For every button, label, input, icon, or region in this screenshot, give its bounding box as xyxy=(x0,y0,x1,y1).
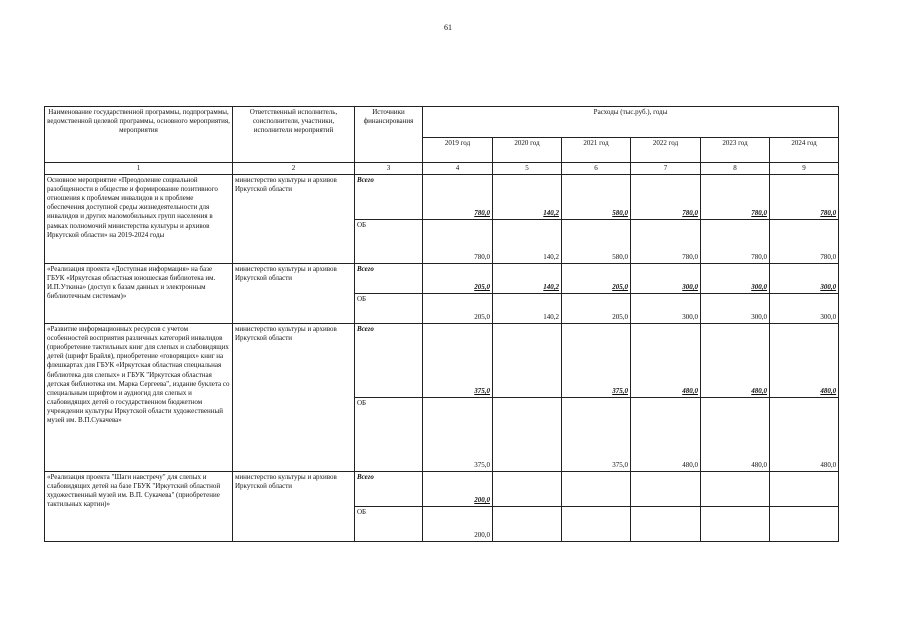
ob-value: 480,0 xyxy=(770,398,839,472)
ob-value: 780,0 xyxy=(423,220,493,264)
total-value: 480,0 xyxy=(631,324,701,398)
column-number: 5 xyxy=(493,163,562,175)
total-value: 480,0 xyxy=(770,324,839,398)
responsible: министерство культуры и архивов Иркутской области xyxy=(233,324,355,472)
ob-value: 300,0 xyxy=(631,294,701,324)
source-ob: ОБ xyxy=(355,398,423,472)
header-name: Наименование государственной программы, подпрограммы, ведомственной целевой программы, основного мероприятия, мероприятия xyxy=(45,107,233,163)
ob-value: 375,0 xyxy=(423,398,493,472)
total-value xyxy=(701,472,770,507)
activity-name: «Реализация проекта "Шаги навстречу" для слепых и слабовидящих детей на базе ГБУК "Иркутский областной художественный музей им. В.П. Сукачева" (приобретение тактильных картин)» xyxy=(45,472,233,542)
header-responsible: Ответственный исполнитель, соисполнители, участники, исполнители мероприятий xyxy=(233,107,355,163)
header-year: 2024 год xyxy=(770,138,839,163)
ob-value: 375,0 xyxy=(562,398,631,472)
source-ob: ОБ xyxy=(355,294,423,324)
source-total: Всего xyxy=(355,264,423,294)
column-number: 1 xyxy=(45,163,233,175)
header-source: Источники финансирования xyxy=(355,107,423,163)
column-number: 6 xyxy=(562,163,631,175)
page-number: 61 xyxy=(444,23,452,32)
ob-value xyxy=(493,507,562,542)
total-value: 140,2 xyxy=(493,264,562,294)
source-ob: ОБ xyxy=(355,220,423,264)
ob-value xyxy=(631,507,701,542)
total-value: 580,0 xyxy=(562,175,631,220)
ob-value: 780,0 xyxy=(770,220,839,264)
ob-value: 300,0 xyxy=(770,294,839,324)
source-total: Всего xyxy=(355,324,423,398)
total-value: 300,0 xyxy=(631,264,701,294)
total-value xyxy=(493,472,562,507)
activity-name: «Реализация проекта «Доступная информация» на базе ГБУК «Иркутская областная юношеская библиотека им. И.П.Уткина» (доступ к базам данных и электронным библиотечным системам)» xyxy=(45,264,233,324)
total-value: 375,0 xyxy=(423,324,493,398)
header-year: 2020 год xyxy=(493,138,562,163)
source-total: Всего xyxy=(355,472,423,507)
ob-value xyxy=(493,398,562,472)
ob-value: 140,2 xyxy=(493,220,562,264)
ob-value: 205,0 xyxy=(423,294,493,324)
ob-value: 300,0 xyxy=(701,294,770,324)
column-number: 8 xyxy=(701,163,770,175)
header-year: 2021 год xyxy=(562,138,631,163)
total-value: 780,0 xyxy=(770,175,839,220)
ob-value xyxy=(770,507,839,542)
total-value: 780,0 xyxy=(701,175,770,220)
budget-table xyxy=(44,106,839,542)
total-value: 140,2 xyxy=(493,175,562,220)
column-number: 2 xyxy=(233,163,355,175)
ob-value xyxy=(701,507,770,542)
ob-value: 200,0 xyxy=(423,507,493,542)
responsible: министерство культуры и архивов Иркутской области xyxy=(233,175,355,264)
ob-value: 480,0 xyxy=(631,398,701,472)
ob-value: 780,0 xyxy=(631,220,701,264)
ob-value: 480,0 xyxy=(701,398,770,472)
table-row xyxy=(45,175,839,220)
total-value: 480,0 xyxy=(701,324,770,398)
header-year: 2019 год xyxy=(423,138,493,163)
total-value: 780,0 xyxy=(631,175,701,220)
ob-value: 140,2 xyxy=(493,294,562,324)
ob-value: 580,0 xyxy=(562,220,631,264)
ob-value: 780,0 xyxy=(701,220,770,264)
total-value: 300,0 xyxy=(770,264,839,294)
total-value: 780,0 xyxy=(423,175,493,220)
total-value xyxy=(493,324,562,398)
responsible: министерство культуры и архивов Иркутской области xyxy=(233,264,355,324)
header-year: 2023 год xyxy=(701,138,770,163)
table-row xyxy=(45,472,839,507)
total-value xyxy=(562,472,631,507)
table-row xyxy=(45,324,839,398)
total-value: 375,0 xyxy=(562,324,631,398)
activity-name: «Развитие информационных ресурсов с учетом особенностей восприятия различных категорий инвалидов (приобретение тактильных книг для слепых и слабовидящих детей (шрифт Брайля), приобретение «говорящих» книг на флешкартах для ГБУК «Иркутская областная специальная библиотека для слепых» и ГБУК "Иркутская областная детская библиотека им. Марка Сергеева", издание буклета со специальным шрифтом и аудиогид для слепых и слабовидящих детей о государственном бюджетном учреждении культуры Иркутской области художественный музей им. В.П.Сукачева» xyxy=(45,324,233,472)
total-value xyxy=(770,472,839,507)
activity-name: Основное мероприятие «Преодоление социальной разобщенности в обществе и формирование позитивного отношения к проблемам инвалидов и к проблеме обеспечения доступной среды жизнедеятельности для инвалидов и других маломобильных групп населения в рамках полномочий министерства культуры и архивов Иркутской области» на 2019-2024 годы xyxy=(45,175,233,264)
total-value: 205,0 xyxy=(423,264,493,294)
header-expenses: Расходы (тыс.руб.), годы xyxy=(423,107,839,138)
ob-value: 205,0 xyxy=(562,294,631,324)
total-value: 205,0 xyxy=(562,264,631,294)
column-number: 9 xyxy=(770,163,839,175)
column-number: 4 xyxy=(423,163,493,175)
source-total: Всего xyxy=(355,175,423,220)
ob-value xyxy=(562,507,631,542)
total-value: 300,0 xyxy=(701,264,770,294)
table-row xyxy=(45,264,839,294)
total-value xyxy=(631,472,701,507)
responsible: министерство культуры и архивов Иркутской области xyxy=(233,472,355,542)
column-number: 7 xyxy=(631,163,701,175)
total-value: 200,0 xyxy=(423,472,493,507)
source-ob: ОБ xyxy=(355,507,423,542)
column-number: 3 xyxy=(355,163,423,175)
header-year: 2022 год xyxy=(631,138,701,163)
